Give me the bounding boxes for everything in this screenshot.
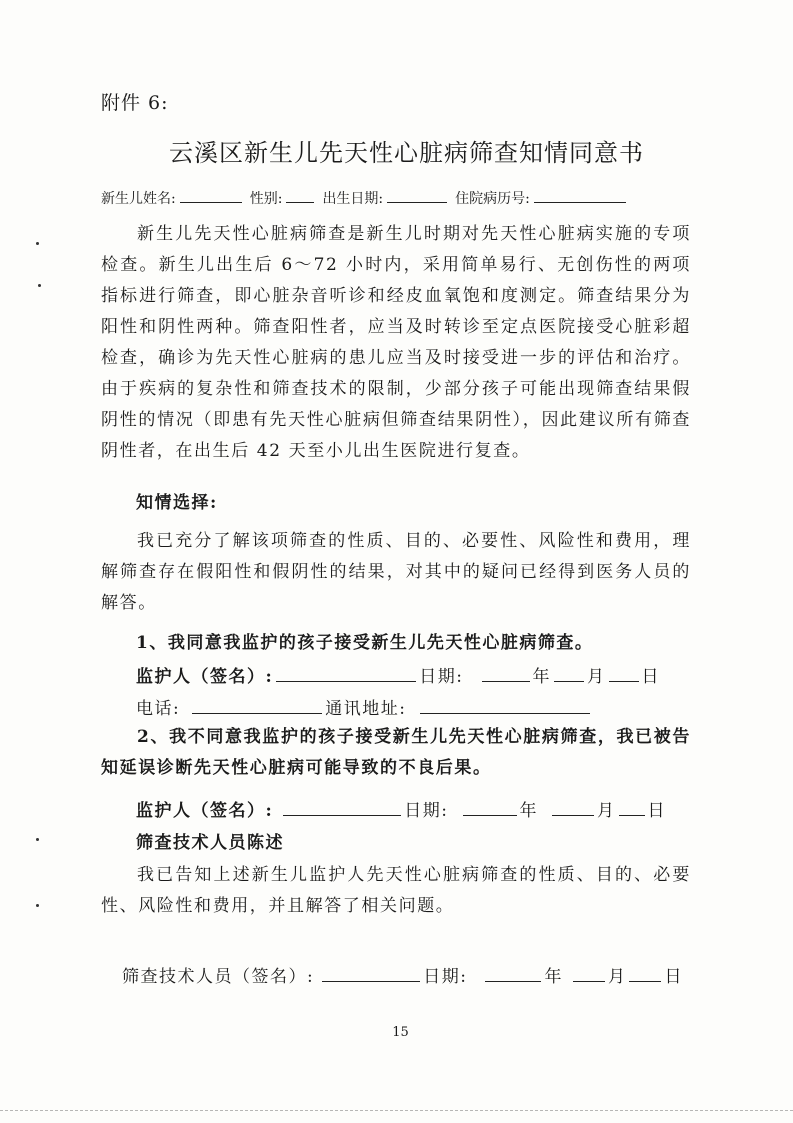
phone-label: 电话: (136, 699, 181, 719)
month-label: 月 (607, 967, 627, 987)
address-label: 通讯地址: (325, 699, 407, 719)
document-title: 云溪区新生儿先天性心脏病筛查知情同意书 (169, 139, 644, 167)
day-blank[interactable] (629, 967, 661, 982)
date-label: 日期: (419, 667, 464, 687)
record-number-label: 住院病历号: (455, 191, 530, 207)
guardian-sign-label: 监护人（签名）: (136, 801, 274, 821)
day-blank[interactable] (619, 801, 645, 816)
year-blank[interactable] (463, 801, 517, 816)
phone-blank[interactable] (192, 699, 322, 714)
tech-sign-label: 筛查技术人员（签名）: (122, 967, 315, 987)
year-blank[interactable] (482, 667, 530, 682)
scan-speck (38, 284, 41, 287)
year-blank[interactable] (485, 967, 541, 982)
day-label: 日 (664, 967, 683, 987)
birth-date-blank[interactable] (387, 190, 447, 203)
month-blank[interactable] (552, 801, 594, 816)
date-label: 日期: (404, 801, 449, 821)
birth-date-label: 出生日期: (322, 191, 384, 207)
consent-option-agree: 1、我同意我监护的孩子接受新生儿先天性心脏病筛查。 (136, 633, 594, 653)
gender-blank[interactable] (286, 190, 314, 203)
name-label: 新生儿姓名: (101, 191, 176, 207)
month-label: 月 (597, 801, 616, 821)
guardian-sign-label: 监护人（签名）: (136, 667, 274, 687)
tech-statement-text: 我已告知上述新生儿监护人先天性心脏病筛查的性质、目的、必要性、风险性和费用，并且解答了相关问题。 (101, 865, 691, 916)
annex-label: 附件 6: (101, 92, 169, 114)
gender-label: 性别: (249, 191, 283, 207)
guardian-sign-blank[interactable] (276, 667, 416, 682)
intro-paragraph: 新生儿先天性心脏病筛查是新生儿时期对先天性心脏病实施的专项检查。新生儿出生后 6～72 小时内，采用简单易行、无创伤性的两项指标进行筛查，即心脏杂音听诊和经皮血氧饱和度测定。筛查结果分为阳性和阴性两种。筛查阳性者，应当及时转诊至定点医院接受心脏彩超检查，确诊为先天性心脏病的患儿应当及时接受进一步的评估和治疗。由于疾病的复杂性和筛查技术的限制，少部分孩子可能出现筛查结果假阴性的情况（即患有先天性心脏病但筛查结果阴性），因此建议所有筛查阴性者，在出生后 42 天至小儿出生医院进行复查。 (101, 224, 691, 461)
tech-sign-blank[interactable] (322, 967, 420, 982)
consent-option-disagree: 2、我不同意我监护的孩子接受新生儿先天性心脏病筛查，我已被告知延误诊断先天性心脏病可能导致的不良后果。 (101, 727, 691, 778)
page-number: 15 (392, 1025, 409, 1040)
year-label: 年 (532, 667, 552, 687)
scan-speck (36, 904, 39, 907)
year-label: 年 (519, 801, 539, 821)
agree-guardian-signature-row (136, 662, 660, 687)
newborn-info-row (101, 188, 634, 208)
disagree-guardian-signature-row (136, 796, 666, 821)
informed-choice-heading: 知情选择: (136, 493, 218, 513)
agree-contact-row (136, 694, 593, 719)
tech-statement-heading: 筛查技术人员陈述 (136, 833, 284, 853)
month-label: 月 (587, 667, 606, 687)
scan-speck (36, 838, 39, 841)
tech-signature-row (122, 962, 683, 987)
year-label: 年 (544, 967, 563, 987)
address-blank[interactable] (420, 699, 590, 714)
day-label: 日 (647, 801, 667, 821)
day-blank[interactable] (609, 667, 639, 682)
date-label: 日期: (423, 967, 468, 987)
month-blank[interactable] (554, 667, 584, 682)
scan-edge-line (0, 1110, 793, 1112)
month-blank[interactable] (573, 967, 605, 982)
informed-choice-text: 我已充分了解该项筛查的性质、目的、必要性、风险性和费用，理解筛查存在假阳性和假阴性的结果，对其中的疑问已经得到医务人员的解答。 (101, 531, 691, 613)
record-number-blank[interactable] (534, 190, 626, 203)
guardian-sign-blank[interactable] (283, 801, 401, 816)
scan-speck (36, 242, 39, 245)
day-label: 日 (641, 667, 661, 687)
name-blank[interactable] (180, 190, 242, 203)
